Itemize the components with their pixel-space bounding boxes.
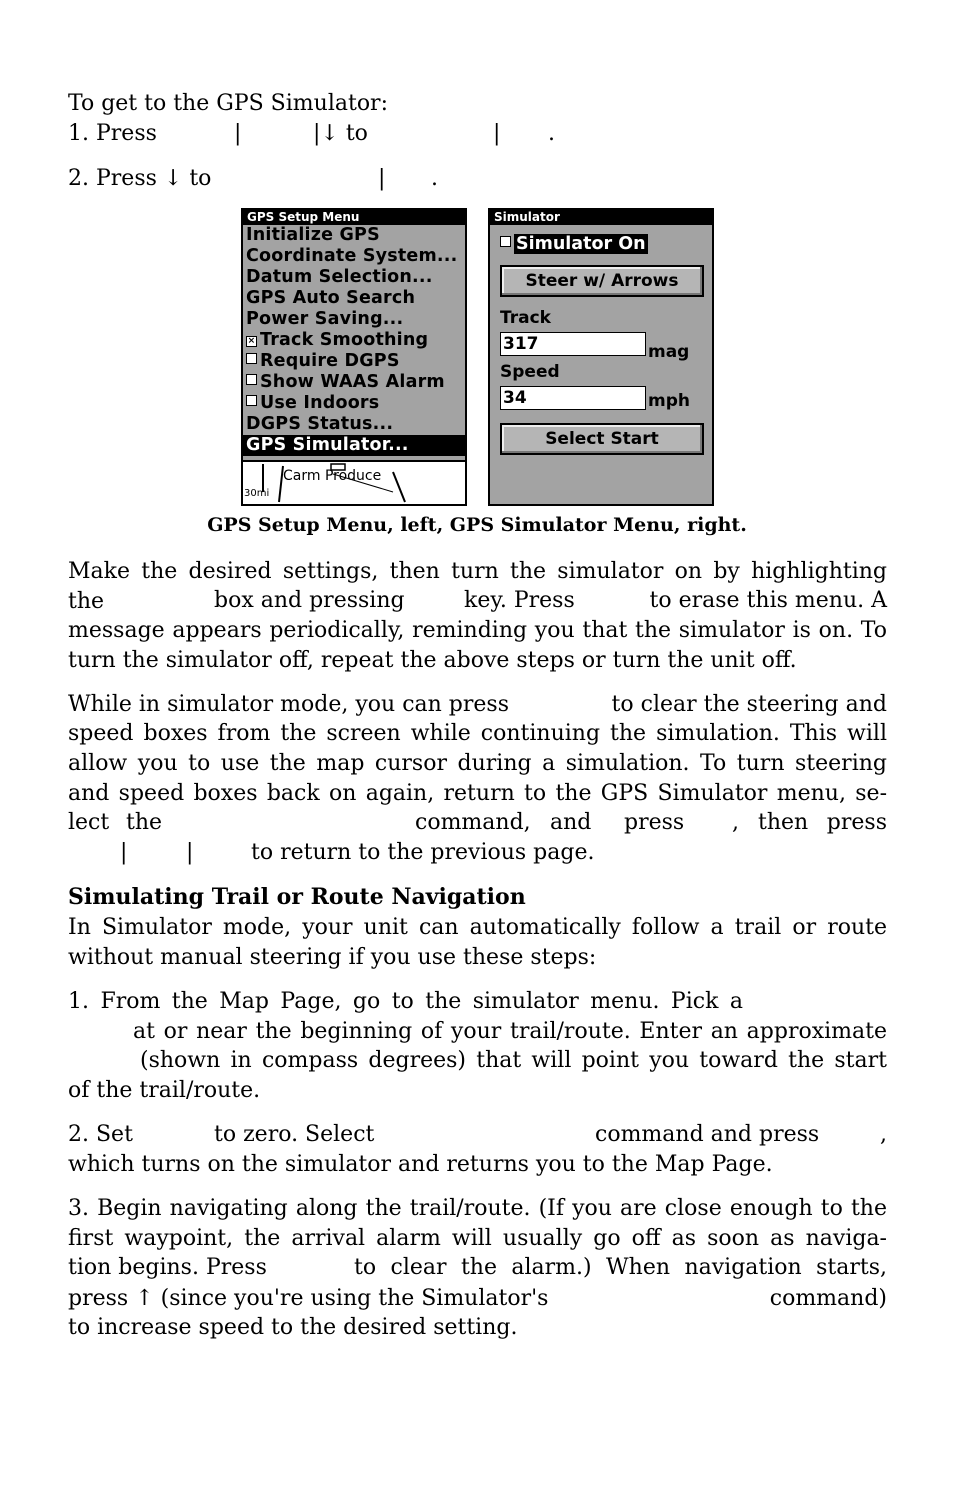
step-c-line-5: to increase speed to the desired setting. xyxy=(68,1315,518,1340)
speed-input[interactable]: 34 xyxy=(500,386,646,410)
text-fragment: command) xyxy=(769,1286,887,1311)
figure-caption: GPS Setup Menu, left, GPS Simulator Menu, right. xyxy=(207,514,747,536)
para-2-line-2: speed boxes from the screen while continuing the simulation. This will xyxy=(68,721,887,746)
simulator-on-label: Simulator On xyxy=(516,234,646,254)
text-fragment: to zero. Select xyxy=(214,1122,375,1147)
track-label: Track xyxy=(500,308,551,328)
menu-item[interactable] xyxy=(243,309,465,330)
text-fragment: 1. From the Map Page, go to the simulator menu. Pick a xyxy=(68,989,743,1014)
intro-step-2 xyxy=(68,164,488,194)
gps-setup-menu-screen xyxy=(241,208,467,506)
text-fragment: command, xyxy=(415,810,531,835)
menu-item[interactable] xyxy=(243,267,465,288)
speed-label: Speed xyxy=(500,362,560,382)
para-2-line-4: and speed boxes back on again, return to the GPS Simulator menu, se- xyxy=(68,781,887,806)
menu-item-label: Initialize GPS xyxy=(246,225,380,245)
menu-item-label: Track Smoothing xyxy=(260,330,429,350)
text-fragment: | xyxy=(186,840,194,865)
menu-item[interactable] xyxy=(243,372,465,393)
step-b-line-2: which turns on the simulator and returns you to the Map Page. xyxy=(68,1152,773,1177)
para-1-line-3: message appears periodically, reminding you that the simulator is on. To xyxy=(68,618,887,643)
text-fragment: to clear the alarm.) When navigation starts, xyxy=(354,1255,887,1280)
text-fragment: to return to the previous page. xyxy=(251,840,595,865)
intro-line: To get to the GPS Simulator: xyxy=(68,91,388,116)
step-a-line-4: of the trail/route. xyxy=(68,1078,261,1103)
text-fragment: press xyxy=(624,810,685,835)
menu-item[interactable] xyxy=(243,246,465,267)
intro-step-1 xyxy=(68,119,588,149)
text-fragment: While in simulator mode, you can press xyxy=(68,692,509,717)
step-2-separator: | xyxy=(378,166,386,191)
text-fragment: box and pressing xyxy=(214,588,405,613)
text-fragment: key. Press xyxy=(464,588,575,613)
text-fragment: then xyxy=(758,810,809,835)
text-fragment: tion begins. Press xyxy=(68,1255,267,1280)
text-fragment: press xyxy=(826,810,887,835)
text-fragment: the xyxy=(126,810,163,835)
checkbox-icon xyxy=(246,374,257,385)
text-fragment: press ↑ (since you're using the Simulator's xyxy=(68,1286,549,1311)
text-fragment: to erase this menu. A xyxy=(649,588,887,613)
step-c-line-2: first waypoint, the arrival alarm will usually go off as soon as naviga- xyxy=(68,1226,887,1251)
menu-item[interactable] xyxy=(243,288,465,309)
track-input[interactable]: 317 xyxy=(500,332,646,356)
menu-item[interactable] xyxy=(243,351,465,372)
para-2-line-3: allow you to use the map cursor during a simulation. To turn steering xyxy=(68,751,887,776)
menu-item[interactable] xyxy=(243,414,465,435)
steer-with-arrows-button[interactable]: Steer w/ Arrows xyxy=(500,265,704,297)
menu-item[interactable] xyxy=(243,435,465,456)
step-2-period: . xyxy=(431,166,438,191)
text-fragment: | xyxy=(120,840,128,865)
menu-item-label: Require DGPS xyxy=(260,351,400,371)
section-heading: Simulating Trail or Route Navigation xyxy=(68,884,526,910)
text-fragment: (shown in compass degrees) that will point you toward the start xyxy=(140,1048,887,1073)
step-1-arrow-to: |↓ to xyxy=(313,121,368,146)
step-c-line-3 xyxy=(68,1253,887,1283)
text-fragment: to clear the steering and xyxy=(611,692,887,717)
checkbox-icon xyxy=(500,236,511,247)
para-2-line-5 xyxy=(68,808,887,838)
menu-item[interactable] xyxy=(243,393,465,414)
simulator-screen xyxy=(488,208,714,506)
step-b-line-1 xyxy=(68,1120,887,1150)
map-preview xyxy=(243,460,465,504)
para-1-line-2 xyxy=(68,586,887,616)
step-c-line-1: 3. Begin navigating along the trail/route. (If you are close enough to the xyxy=(68,1196,887,1221)
text-fragment: at or near the beginning of your trail/route. Enter an approximate xyxy=(133,1019,887,1044)
para-2-line-6 xyxy=(68,838,887,868)
map-scale-label: 30mi xyxy=(244,488,270,499)
step-1-separator: | xyxy=(493,121,501,146)
menu-item-label: Datum Selection... xyxy=(246,267,433,287)
map-place-label: Carm Produce xyxy=(283,468,382,484)
menu-item[interactable] xyxy=(243,330,465,351)
checked-box-icon: × xyxy=(247,336,256,346)
menu-item-label: Coordinate System... xyxy=(246,246,458,266)
step-a-line-3 xyxy=(68,1046,887,1076)
text-fragment: lect xyxy=(68,810,110,835)
menu-item-label: GPS Auto Search xyxy=(246,288,416,308)
step-a-line-1 xyxy=(68,987,887,1017)
select-start-button[interactable]: Select Start xyxy=(500,423,704,455)
step-a-line-2 xyxy=(68,1017,887,1047)
step-c-line-4 xyxy=(68,1284,887,1314)
para-3-line-2: without manual steering if you use these steps: xyxy=(68,945,597,970)
para-3-line-1: In Simulator mode, your unit can automatically follow a trail or route xyxy=(68,915,887,940)
text-fragment: , xyxy=(732,810,739,835)
text-fragment: , xyxy=(880,1122,887,1147)
menu-item-label: GPS Simulator... xyxy=(246,435,409,455)
text-fragment: and xyxy=(550,810,592,835)
step-1-text: 1. Press xyxy=(68,121,157,146)
menu-item-label: Use Indoors xyxy=(260,393,380,413)
screen-title: Simulator xyxy=(490,210,712,225)
screen-title: GPS Setup Menu xyxy=(243,210,465,225)
simulator-on-toggle[interactable] xyxy=(500,234,648,255)
menu-list xyxy=(243,225,465,456)
checkbox-icon xyxy=(246,353,257,364)
track-unit: mag xyxy=(648,342,690,362)
para-2-line-1 xyxy=(68,690,887,720)
text-fragment: command and press xyxy=(595,1122,820,1147)
para-1-line-4: turn the simulator off, repeat the above steps or turn the unit off. xyxy=(68,648,797,673)
step-1-separator: | xyxy=(234,121,242,146)
checkbox-icon xyxy=(246,395,257,406)
para-1-line-1: Make the desired settings, then turn the simulator on by highlighting the xyxy=(68,559,887,614)
text-fragment: 2. Set xyxy=(68,1122,133,1147)
step-2-text: 2. Press ↓ to xyxy=(68,166,212,191)
menu-item-label: Power Saving... xyxy=(246,309,404,329)
menu-item-label: DGPS Status... xyxy=(246,414,394,434)
menu-item-label: Show WAAS Alarm xyxy=(260,372,445,392)
menu-item[interactable] xyxy=(243,225,465,246)
step-1-period: . xyxy=(548,121,555,146)
speed-unit: mph xyxy=(648,391,690,411)
